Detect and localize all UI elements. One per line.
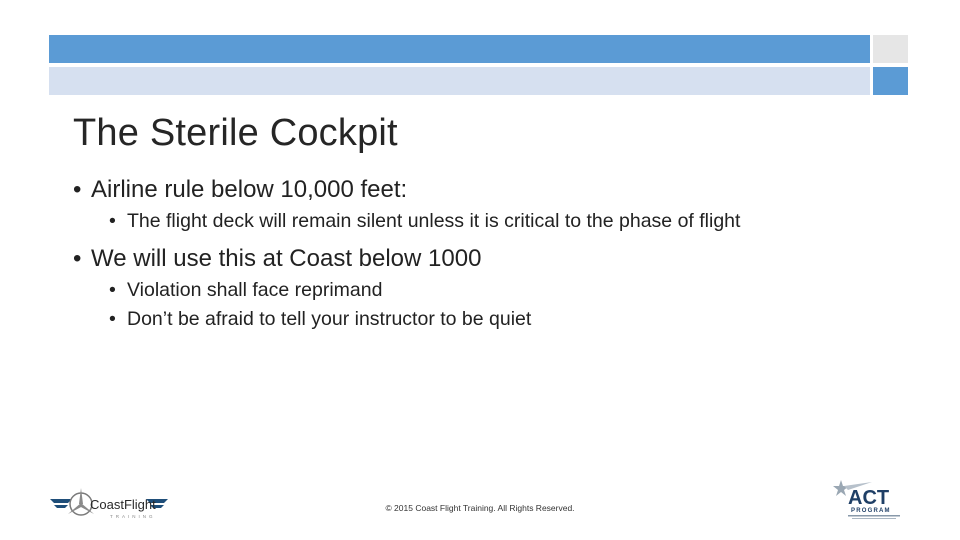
bullet-glyph: • [73, 176, 82, 203]
bullet-text: We will use this at Coast below 1000 [91, 245, 482, 272]
sub-bullet-text: The flight deck will remain silent unless it is critical to the phase of flight [127, 210, 741, 232]
coastflight-logo [48, 482, 170, 522]
act-subtext: PROGRAM [851, 508, 891, 514]
sub-bullet-item [73, 279, 740, 302]
bullet-glyph: • [109, 308, 116, 330]
bullet-text: Airline rule below 10,000 feet: [91, 176, 408, 203]
bullet-glyph: • [109, 210, 116, 232]
act-program-logo [832, 478, 910, 522]
bullet-item [73, 245, 740, 273]
act-wordmark: ACT [848, 487, 890, 509]
logo-subtext: TRAINING [110, 514, 156, 519]
bullet-glyph: • [109, 279, 116, 301]
header-bar-top-side [873, 35, 908, 63]
footer-copyright: © 2015 Coast Flight Training. All Rights Reserved. [385, 503, 575, 513]
logo-wordmark: CoastFlight [90, 497, 156, 512]
header-bar-bottom [49, 67, 870, 95]
bullet-item [73, 176, 740, 204]
header-bar-top [49, 35, 870, 63]
header-bar-bottom-side [873, 67, 908, 95]
sub-bullet-text: Don’t be afraid to tell your instructor to be quiet [127, 308, 532, 330]
sub-bullet-item [73, 210, 740, 233]
slide-title: The Sterile Cockpit [73, 112, 398, 154]
sub-bullet-text: Violation shall face reprimand [127, 279, 383, 301]
sub-bullet-item [73, 308, 740, 331]
bullet-list [73, 176, 740, 331]
bullet-glyph: • [73, 245, 82, 272]
